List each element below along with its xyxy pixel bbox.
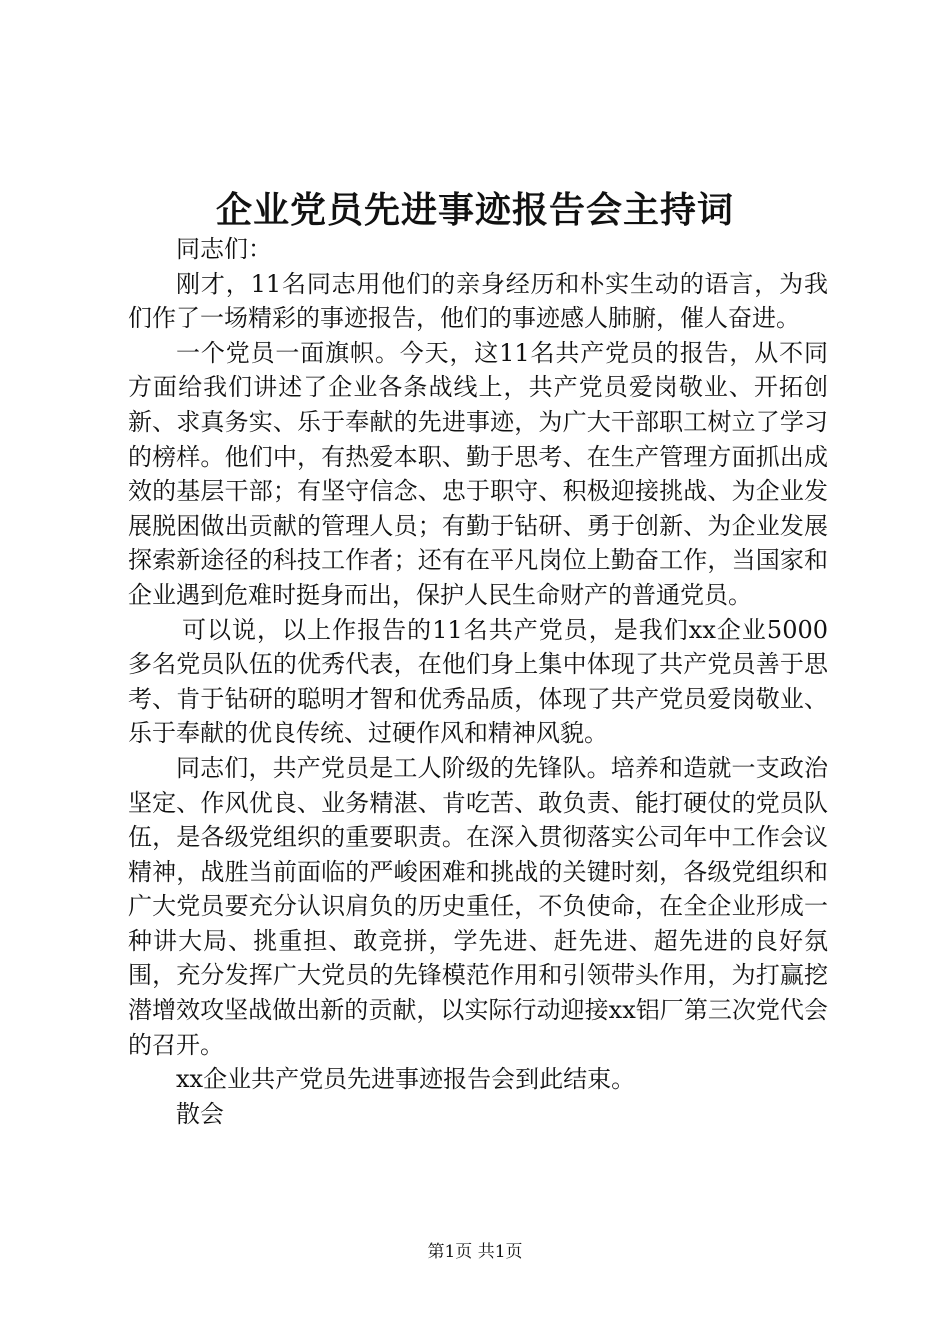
document-title: 企业党员先进事迹报告会主持词 [215,189,734,231]
paragraph-dismissal: 散会 [176,1099,224,1128]
paragraph-call-to-action: 同志们，共产党员是工人阶级的先锋队。培养和造就一支政治坚定、作风优良、业务精湛、肯吃苦、敢负责、能打硬仗的党员队伍，是各级党组织的重要职责。在深入贯彻落实公司年中工作会议精神，战胜当前面临的严峻困难和挑战的关键时刻，各级党组织和广大党员要充分认识肩负的历史重任，不负使命，在全企业形成一种讲大局、挑重担、敢竞拼，学先进、赶先进、超先进的良好氛围，充分发挥广大党员的先锋模范作用和引领带头作用，为打赢挖潜增效攻坚战做出新的贡献，以实际行动迎接xx铝厂第三次党代会的召开。 [128,753,828,1059]
document-body [128,232,828,1131]
paragraph-closing: xx企业共产党员先进事迹报告会到此结束。 [176,1065,636,1094]
page-footer: 第1页 共1页 [427,1242,523,1262]
paragraph-representatives: 可以说，以上作报告的11名共产党员，是我们xx企业5000多名党员队伍的优秀代表，在他们身上集中体现了共产党员善于思考、肯于钻研的聪明才智和优秀品质，体现了共产党员爱岗敬业、乐于奉献的优良传统、过硬作风和精神风貌。 [128,615,828,748]
paragraph-greeting: 同志们： [176,235,272,263]
paragraph-flag: 一个党员一面旗帜。今天，这11名共产党员的报告，从不同方面给我们讲述了企业各条战线上，共产党员爱岗敬业、开拓创新、求真务实、乐于奉献的先进事迹，为广大干部职工树立了学习的榜样。他们中，有热爱本职、勤于思考、在生产管理方面抓出成效的基层干部；有坚守信念、忠于职守、积极迎接挑战、为企业发展脱困做出贡献的管理人员；有勤于钻研、勇于创新、为企业发展探索新途径的科技工作者；还有在平凡岗位上勤奋工作，当国家和企业遇到危难时挺身而出，保护人民生命财产的普通党员。 [128,338,828,609]
paragraph-opening: 刚才，11名同志用他们的亲身经历和朴实生动的语言，为我们作了一场精彩的事迹报告，他们的事迹感人肺腑，催人奋进。 [128,269,828,333]
